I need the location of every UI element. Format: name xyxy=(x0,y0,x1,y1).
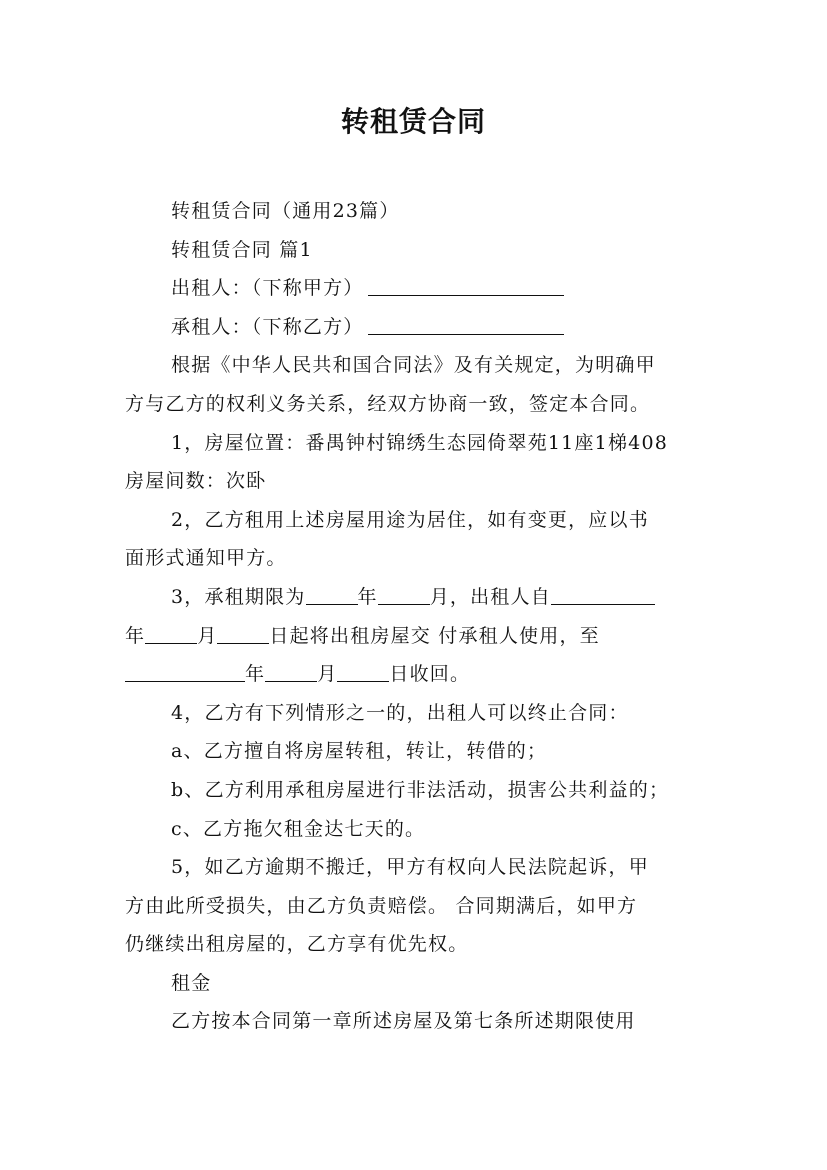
blank-field xyxy=(368,314,564,335)
line-text: c、乙方拖欠租金达七天的。 xyxy=(171,817,426,840)
line-text: 年 xyxy=(357,585,378,608)
paragraph-line xyxy=(125,424,715,463)
term-line xyxy=(125,578,715,617)
line-text: 日收回。 xyxy=(389,663,471,686)
term-line xyxy=(125,655,715,694)
line-text: 转租赁合同（通用23篇） xyxy=(171,200,400,222)
term-line xyxy=(125,617,715,656)
paragraph-line xyxy=(125,231,715,270)
line-text: 房屋间数：次卧 xyxy=(125,470,267,493)
blank-field xyxy=(265,661,317,682)
line-text: b、乙方利用承租房屋进行非法活动，损害公共利益的； xyxy=(171,778,670,801)
line-text: 年 xyxy=(245,663,266,686)
document-title: 转租赁合同 xyxy=(340,105,486,138)
line-text: a、乙方擅自将房屋转租，转让，转借的； xyxy=(171,740,548,763)
line-text: 3，承租期限为 xyxy=(171,585,306,608)
blank-field xyxy=(551,584,655,605)
paragraph-line xyxy=(125,887,715,926)
line-text: 面形式通知甲方。 xyxy=(125,547,287,570)
paragraph-line xyxy=(125,192,715,231)
line-text: 2，乙方租用上述房屋用途为居住，如有变更，应以书 xyxy=(171,508,649,531)
paragraph-line xyxy=(125,539,715,578)
line-text: 年 xyxy=(125,624,146,647)
paragraph-line xyxy=(125,346,715,385)
line-text: 月，出租人自 xyxy=(429,585,551,608)
line-text: 根据《中华人民共和国合同法》及有关规定，为明确甲 xyxy=(171,354,656,377)
paragraph-line xyxy=(125,925,715,964)
paragraph-line xyxy=(125,501,715,540)
line-text: 出租人：（下称甲方） xyxy=(171,277,364,300)
line-text: 1，房屋位置：番禺钟村锦绣生态园倚翠苑11座1梯408 xyxy=(171,431,669,454)
paragraph-line xyxy=(125,1002,715,1041)
lessor-line xyxy=(125,269,715,308)
line-text: 承租人：（下称乙方） xyxy=(171,315,364,338)
section-heading xyxy=(125,964,715,1003)
paragraph-line xyxy=(125,694,715,733)
line-text: 方与乙方的权利义务关系，经双方协商一致，签定本合同。 xyxy=(125,392,651,415)
line-text: 4，乙方有下列情形之一的，出租人可以终止合同： xyxy=(171,701,629,724)
line-text: 仍继续出租房屋的，乙方享有优先权。 xyxy=(125,933,469,956)
blank-field xyxy=(306,584,358,605)
line-text: 日起将出租房屋交 付承租人使用，至 xyxy=(269,624,600,647)
document-body xyxy=(125,192,715,1041)
list-item xyxy=(125,771,715,810)
blank-field xyxy=(125,661,245,682)
line-text: 月 xyxy=(197,624,218,647)
line-text: 方由此所受损失，由乙方负责赔偿。 合同期满后，如甲方 xyxy=(125,894,638,917)
lessee-line xyxy=(125,308,715,347)
paragraph-line xyxy=(125,848,715,887)
line-text: 租金 xyxy=(171,971,212,994)
line-text: 转租赁合同 篇1 xyxy=(171,238,313,261)
paragraph-line xyxy=(125,462,715,501)
list-item xyxy=(125,732,715,771)
blank-field xyxy=(145,623,197,644)
line-text: 5，如乙方逾期不搬迁，甲方有权向人民法院起诉，甲 xyxy=(171,856,649,879)
line-text: 月 xyxy=(317,663,338,686)
blank-field xyxy=(368,275,564,296)
paragraph-line xyxy=(125,385,715,424)
blank-field xyxy=(217,623,269,644)
blank-field xyxy=(378,584,430,605)
blank-field xyxy=(337,661,389,682)
line-text: 乙方按本合同第一章所述房屋及第七条所述期限使用 xyxy=(171,1010,636,1033)
list-item xyxy=(125,810,715,849)
